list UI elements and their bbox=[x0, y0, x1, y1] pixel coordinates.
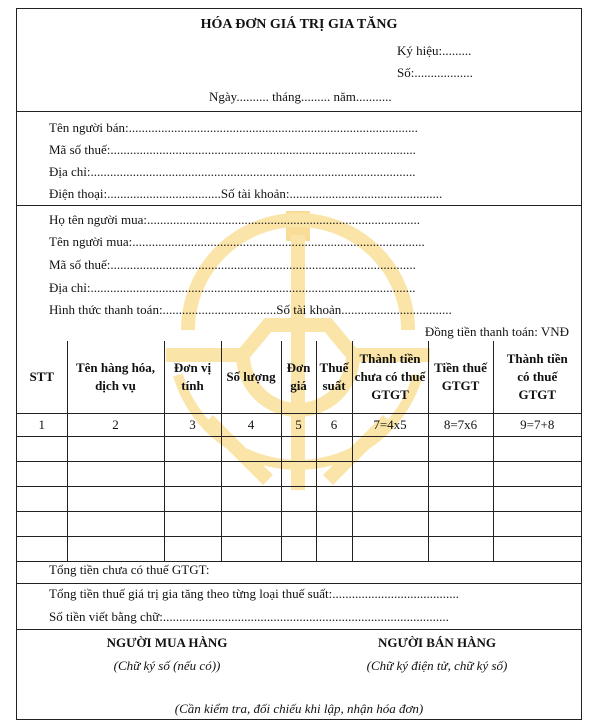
buyer-tax-field: Mã số thuế:.............................................................................................. bbox=[49, 257, 416, 272]
table-cell[interactable] bbox=[352, 537, 428, 562]
table-cell[interactable] bbox=[281, 487, 316, 512]
invoice-title: HÓA ĐƠN GIÁ TRỊ GIA TĂNG bbox=[200, 17, 398, 32]
table-cell[interactable] bbox=[67, 437, 164, 462]
column-header-line: STT bbox=[29, 369, 55, 384]
payment-account-field: Hình thức thanh toán:...................................Số tài khoản.................................. bbox=[49, 302, 452, 317]
column-header-line: tính bbox=[181, 378, 204, 393]
table-cell[interactable] bbox=[164, 437, 221, 462]
date-field: Ngày.......... tháng......... năm........... bbox=[209, 89, 392, 104]
column-header bbox=[17, 341, 67, 414]
table-row bbox=[17, 512, 581, 537]
table-cell[interactable] bbox=[493, 537, 581, 562]
table-cell[interactable] bbox=[316, 437, 352, 462]
column-number-cell: 7=4x5 bbox=[352, 414, 428, 437]
table-cell[interactable] bbox=[221, 487, 281, 512]
buyer-signature-title: NGƯỜI MUA HÀNG bbox=[106, 635, 228, 650]
table-cell[interactable] bbox=[67, 487, 164, 512]
seller-tax-field: Mã số thuế:.............................................................................................. bbox=[49, 142, 416, 157]
pretax-total-field: Tổng tiền chưa có thuế GTGT: bbox=[49, 562, 210, 577]
column-number-cell: 8=7x6 bbox=[428, 414, 493, 437]
table-cell[interactable] bbox=[493, 487, 581, 512]
column-header-line: Thành tiền bbox=[506, 351, 568, 366]
table-cell[interactable] bbox=[493, 437, 581, 462]
table-cell[interactable] bbox=[221, 512, 281, 537]
column-header bbox=[428, 341, 493, 414]
column-header-line: Tiền thuế bbox=[434, 360, 487, 375]
table-cell[interactable] bbox=[428, 437, 493, 462]
table-cell[interactable] bbox=[352, 487, 428, 512]
items-table bbox=[17, 341, 581, 562]
table-cell[interactable] bbox=[281, 537, 316, 562]
table-cell[interactable] bbox=[67, 537, 164, 562]
column-header-line: Thuế bbox=[319, 360, 349, 375]
vat-total-field: Tổng tiền thuế giá trị gia tăng theo từng loại thuế suất:....................................... bbox=[49, 586, 459, 601]
column-header-line: GTGT bbox=[441, 378, 480, 393]
divider-header bbox=[17, 111, 581, 112]
column-header-line: chưa có thuế bbox=[354, 369, 426, 384]
column-header bbox=[493, 341, 581, 414]
table-cell[interactable] bbox=[428, 512, 493, 537]
table-cell[interactable] bbox=[281, 462, 316, 487]
table-cell[interactable] bbox=[164, 462, 221, 487]
column-header-line: giá bbox=[290, 378, 307, 393]
table-cell[interactable] bbox=[17, 437, 67, 462]
seller-signature-note: (Chữ ký điện tử, chữ ký số) bbox=[366, 658, 508, 673]
table-cell[interactable] bbox=[164, 512, 221, 537]
table-cell[interactable] bbox=[428, 537, 493, 562]
divider-signatures bbox=[17, 629, 581, 630]
buyer-address-field: Địa chỉ:.................................................................................................... bbox=[49, 280, 416, 295]
table-cell[interactable] bbox=[17, 487, 67, 512]
column-header-line: Đơn bbox=[286, 360, 311, 375]
column-header-line: Tên hàng hóa, bbox=[75, 360, 156, 375]
column-header-line: có thuế bbox=[517, 369, 558, 384]
divider-totals-2 bbox=[17, 583, 581, 584]
buyer-name-field: Tên người mua:.......................................................................................... bbox=[49, 234, 425, 249]
column-header-line: GTGT bbox=[371, 387, 409, 402]
table-cell[interactable] bbox=[428, 487, 493, 512]
buyer-full-name-field: Họ tên người mua:.................................................................................... bbox=[49, 212, 421, 227]
table-cell[interactable] bbox=[352, 462, 428, 487]
table-cell[interactable] bbox=[493, 512, 581, 537]
column-header-line: Thành tiền bbox=[359, 351, 421, 366]
column-header-line: Số lượng bbox=[226, 369, 276, 384]
column-number-cell: 5 bbox=[281, 414, 316, 437]
table-cell[interactable] bbox=[316, 487, 352, 512]
column-header bbox=[352, 341, 428, 414]
table-cell[interactable] bbox=[17, 462, 67, 487]
table-cell[interactable] bbox=[221, 462, 281, 487]
table-cell[interactable] bbox=[316, 537, 352, 562]
seller-address-field: Địa chỉ:.................................................................................................... bbox=[49, 164, 416, 179]
table-cell[interactable] bbox=[17, 512, 67, 537]
table-cell[interactable] bbox=[316, 462, 352, 487]
table-row bbox=[17, 487, 581, 512]
seller-signature-title: NGƯỜI BÁN HÀNG bbox=[378, 635, 496, 650]
table-cell[interactable] bbox=[17, 537, 67, 562]
column-number-cell: 1 bbox=[17, 414, 67, 437]
table-cell[interactable] bbox=[352, 512, 428, 537]
table-cell[interactable] bbox=[352, 437, 428, 462]
column-header bbox=[281, 341, 316, 414]
currency-label: Đồng tiền thanh toán: VNĐ bbox=[424, 324, 569, 339]
column-number-cell: 9=7+8 bbox=[493, 414, 581, 437]
table-row bbox=[17, 537, 581, 562]
number-field: Số:.................. bbox=[397, 65, 473, 80]
table-cell[interactable] bbox=[493, 462, 581, 487]
table-cell[interactable] bbox=[428, 462, 493, 487]
column-header-line: suất bbox=[322, 378, 346, 393]
seller-name-field: Tên người bán:......................................................................................... bbox=[49, 120, 418, 135]
table-body bbox=[17, 414, 581, 562]
column-number-cell: 4 bbox=[221, 414, 281, 437]
table-cell[interactable] bbox=[316, 512, 352, 537]
table-cell[interactable] bbox=[164, 487, 221, 512]
column-header bbox=[164, 341, 221, 414]
column-header bbox=[316, 341, 352, 414]
table-row bbox=[17, 437, 581, 462]
column-number-cell: 2 bbox=[67, 414, 164, 437]
table-header-row bbox=[17, 341, 581, 414]
amount-in-words-field: Số tiền viết bằng chữ:........................................................................................ bbox=[49, 609, 449, 624]
column-number-row bbox=[17, 414, 581, 437]
column-number-cell: 3 bbox=[164, 414, 221, 437]
divider-seller bbox=[17, 205, 581, 206]
table-cell[interactable] bbox=[281, 512, 316, 537]
table-cell[interactable] bbox=[281, 437, 316, 462]
footer-note: (Cần kiểm tra, đối chiếu khi lập, nhận hóa đơn) bbox=[174, 701, 424, 716]
column-header-line: Đơn vị bbox=[173, 360, 212, 375]
table-cell[interactable] bbox=[67, 512, 164, 537]
table-cell[interactable] bbox=[221, 537, 281, 562]
column-header bbox=[221, 341, 281, 414]
table-cell[interactable] bbox=[67, 462, 164, 487]
symbol-field: Ký hiệu:......... bbox=[397, 43, 472, 58]
table-row bbox=[17, 462, 581, 487]
column-header bbox=[67, 341, 164, 414]
column-number-cell: 6 bbox=[316, 414, 352, 437]
column-header-line: GTGT bbox=[518, 387, 557, 402]
table-cell[interactable] bbox=[221, 437, 281, 462]
table-cell[interactable] bbox=[164, 537, 221, 562]
seller-phone-account-field: Điện thoại:...................................Số tài khoản:............................................... bbox=[49, 186, 443, 201]
column-header-line: dịch vụ bbox=[95, 378, 136, 393]
buyer-signature-note: (Chữ ký số (nếu có)) bbox=[113, 658, 221, 673]
invoice-frame bbox=[16, 8, 582, 720]
